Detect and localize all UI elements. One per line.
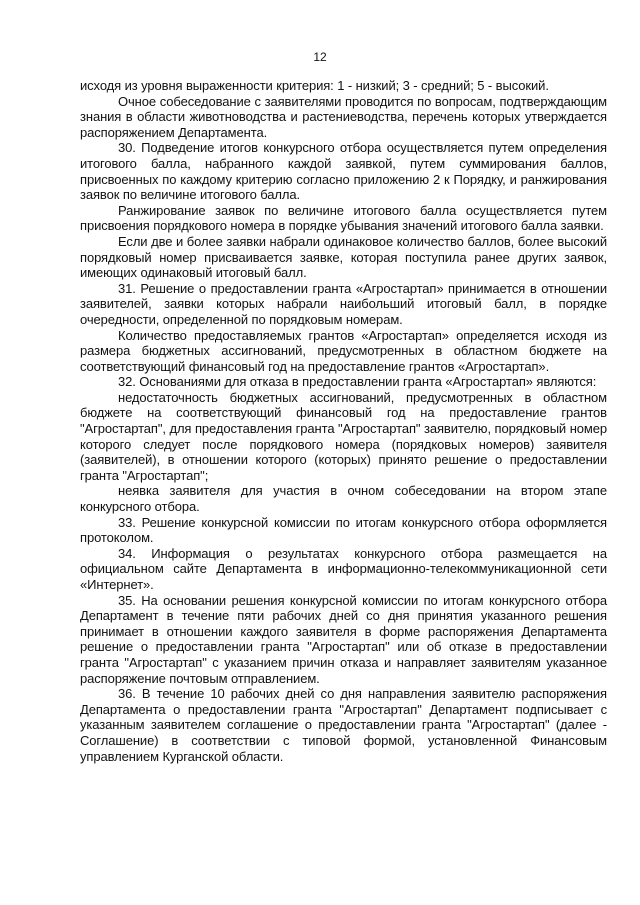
paragraph-ranking: Ранжирование заявок по величине итогового балла осуществляется путем присвоения порядкового номера в порядке убывания значений итогового балла заявки.	[80, 202, 607, 234]
paragraph-35: 35. На основании решения конкурсной комиссии по итогам конкурсного отбора Департамент в течение пяти рабочих дней со дня принятия указанного решения принимает в отношении каждого заявителя в форме распоряжения Департамента решение о предоставлении гранта "Агростартап" или об отказе в предоставлении гранта "Агростартап" с указанием причин отказа и направляет заявителям указанное распоряжение почтовым отправлением.	[80, 592, 607, 686]
paragraph-34: 34. Информация о результатах конкурсного отбора размещается на официальном сайте Департамента в информационно-телекоммуникационной сети «Интернет».	[80, 545, 607, 592]
paragraph-32: 32. Основаниями для отказа в предоставлении гранта «Агростартап» являются:	[118, 374, 597, 390]
paragraph-grant-count: Количество предоставляемых грантов «Агростартап» определяется исходя из размера бюджетных ассигнований, предусмотренных в областном бюджете на соответствующий финансовый год на предоставление грантов «Агростартап».	[80, 327, 607, 374]
paragraph-33: 33. Решение конкурсной комиссии по итогам конкурсного отбора оформляется протоколом.	[80, 514, 607, 546]
paragraph-criteria-scale: исходя из уровня выраженности критерия: 1 - низкий; 3 - средний; 5 - высокий.	[80, 78, 549, 93]
paragraph-insufficient-funds: недостаточность бюджетных ассигнований, предусмотренных в областном бюджете на соответствующий финансовый год на предоставление грантов "Агростартап", для предоставления гранта "Агростартап" заявителю, порядковый номер которого следует после порядкового номера (порядковых номеров) заявителя (заявителей), в отношении которого (которых) принято решение о предоставлении гранта "Агростартап";	[80, 389, 607, 483]
page-number: 12	[313, 50, 327, 64]
paragraph-equal-score: Если две и более заявки набрали одинаковое количество баллов, более высокий порядковый номер присваивается заявке, которая поступила ранее других заявок, имеющих одинаковый итоговый балл.	[80, 233, 607, 281]
paragraph-no-show: неявка заявителя для участия в очном собеседовании на втором этапе конкурсного отбора.	[80, 483, 607, 515]
paragraph-30: 30. Подведение итогов конкурсного отбора осуществляется путем определения итогового балла, набранного каждой заявкой, путем суммирования баллов, присвоенных по каждому критерию согласно приложению 2 к Порядку, и ранжирования заявок по величине итогового балла.	[80, 140, 607, 203]
document-body	[80, 78, 607, 764]
paragraph-36: 36. В течение 10 рабочих дней со дня направления заявителю распоряжения Департамента о предоставлении гранта "Агростартап" Департамент подписывает с указанным заявителем соглашение о предоставлении гранта "Агростартап" (далее - Соглашение) в соответствии с типовой формой, установленной Финансовым управлением Курганской области.	[80, 686, 607, 764]
paragraph-interview: Очное собеседование с заявителями проводится по вопросам, подтверждающим знания в области животноводства и растениеводства, перечень которых утверждается распоряжением Департамента.	[80, 93, 607, 140]
paragraph-31: 31. Решение о предоставлении гранта «Агростартап» принимается в отношении заявителей, заявки которых набрали наибольший итоговый балл, в порядке очередности, определенной по порядковым номерам.	[80, 280, 607, 327]
